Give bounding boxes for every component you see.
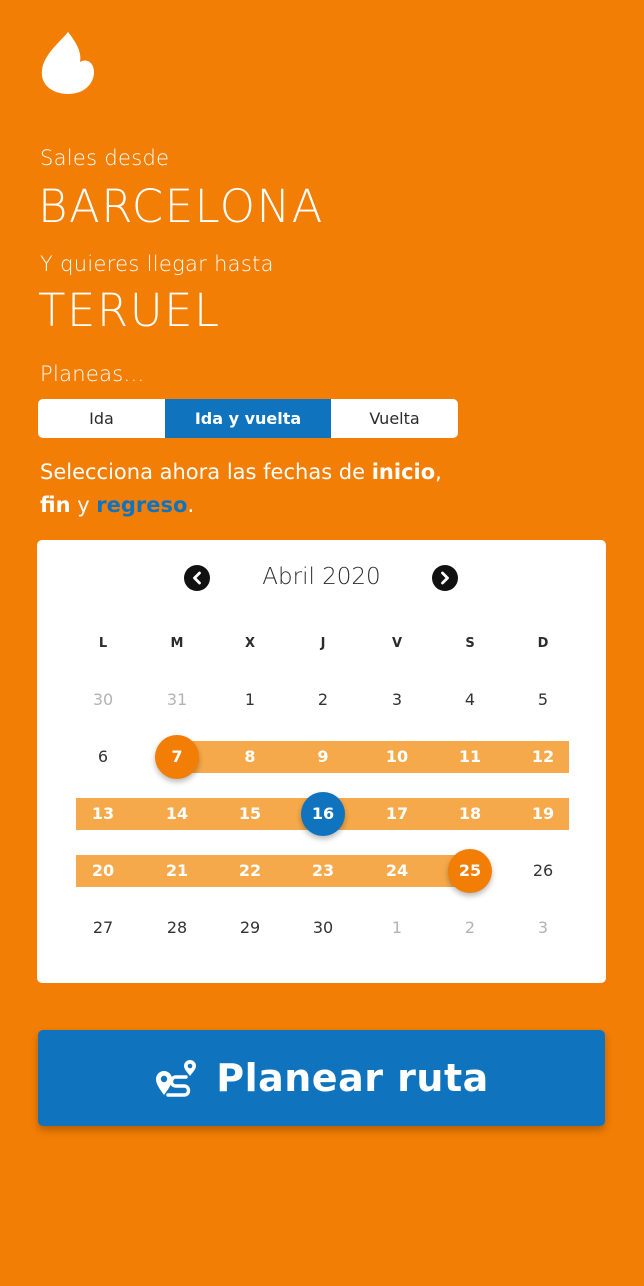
calendar-day[interactable]: 16	[311, 804, 335, 823]
calendar-day[interactable]: 30	[92, 690, 114, 709]
destination-city[interactable]: TERUEL	[38, 284, 221, 337]
chevron-right-icon	[439, 571, 451, 585]
calendar-day[interactable]: 22	[238, 861, 262, 880]
weekday-label: M	[170, 636, 184, 651]
weekday-label: V	[391, 636, 403, 651]
month-title: Abril 2020	[262, 564, 381, 590]
calendar-day[interactable]: 29	[239, 918, 261, 937]
calendar-day[interactable]: 7	[171, 747, 183, 766]
calendar-day[interactable]: 3	[537, 918, 549, 937]
weekday-label: S	[465, 636, 475, 651]
instruction-regreso: regreso	[96, 493, 188, 517]
calendar-day[interactable]: 3	[391, 690, 403, 709]
route-pin-icon	[154, 1057, 200, 1099]
calendar-day[interactable]: 9	[317, 747, 329, 766]
calendar-day[interactable]: 30	[312, 918, 334, 937]
calendar-day[interactable]: 5	[537, 690, 549, 709]
flame-logo-icon	[38, 28, 96, 96]
calendar-day[interactable]: 19	[531, 804, 555, 823]
plan-route-label: Planear ruta	[216, 1056, 489, 1100]
origin-label: Sales desde	[40, 146, 170, 170]
weekday-label: D	[537, 636, 549, 651]
trip-option-ida-y-vuelta[interactable]: Ida y vuelta	[165, 399, 331, 438]
calendar-day[interactable]: 2	[317, 690, 329, 709]
calendar-day[interactable]: 18	[458, 804, 482, 823]
weekday-label: L	[98, 636, 108, 651]
trip-type-label: Planeas...	[40, 362, 145, 386]
calendar-day[interactable]: 24	[385, 861, 409, 880]
origin-city[interactable]: BARCELONA	[38, 180, 324, 233]
weekday-label: J	[320, 636, 326, 651]
trip-option-vuelta[interactable]: Vuelta	[369, 409, 420, 428]
calendar-day[interactable]: 20	[91, 861, 115, 880]
calendar-day[interactable]: 12	[531, 747, 555, 766]
trip-type-toggle	[38, 399, 458, 438]
calendar-day[interactable]: 31	[166, 690, 188, 709]
calendar-day[interactable]: 2	[464, 918, 476, 937]
next-month-button[interactable]	[432, 565, 458, 591]
calendar-day[interactable]: 25	[458, 861, 482, 880]
calendar-day[interactable]: 21	[165, 861, 189, 880]
calendar-day[interactable]: 28	[166, 918, 188, 937]
calendar-day[interactable]: 1	[244, 690, 256, 709]
calendar-day[interactable]: 15	[238, 804, 262, 823]
calendar-day[interactable]: 27	[92, 918, 114, 937]
instruction-inicio: inicio	[371, 460, 436, 484]
calendar-day[interactable]: 23	[311, 861, 335, 880]
calendar-day[interactable]: 11	[458, 747, 482, 766]
calendar-day[interactable]: 10	[385, 747, 409, 766]
date-instructions: Selecciona ahora las fechas de inicio, fin y regreso.	[40, 460, 442, 517]
calendar-day[interactable]: 26	[532, 861, 554, 880]
calendar-day[interactable]: 4	[464, 690, 476, 709]
calendar-day[interactable]: 8	[244, 747, 256, 766]
weekday-label: X	[244, 636, 256, 651]
calendar-day[interactable]: 1	[391, 918, 403, 937]
calendar-day[interactable]: 13	[91, 804, 115, 823]
calendar-day[interactable]: 17	[385, 804, 409, 823]
date-calendar	[37, 540, 606, 983]
instruction-fin: fin	[40, 493, 71, 517]
calendar-day[interactable]: 6	[97, 747, 109, 766]
trip-option-ida[interactable]: Ida	[89, 409, 114, 428]
destination-label: Y quieres llegar hasta	[40, 252, 274, 276]
plan-route-button[interactable]	[38, 1030, 605, 1126]
calendar-day[interactable]: 14	[165, 804, 189, 823]
